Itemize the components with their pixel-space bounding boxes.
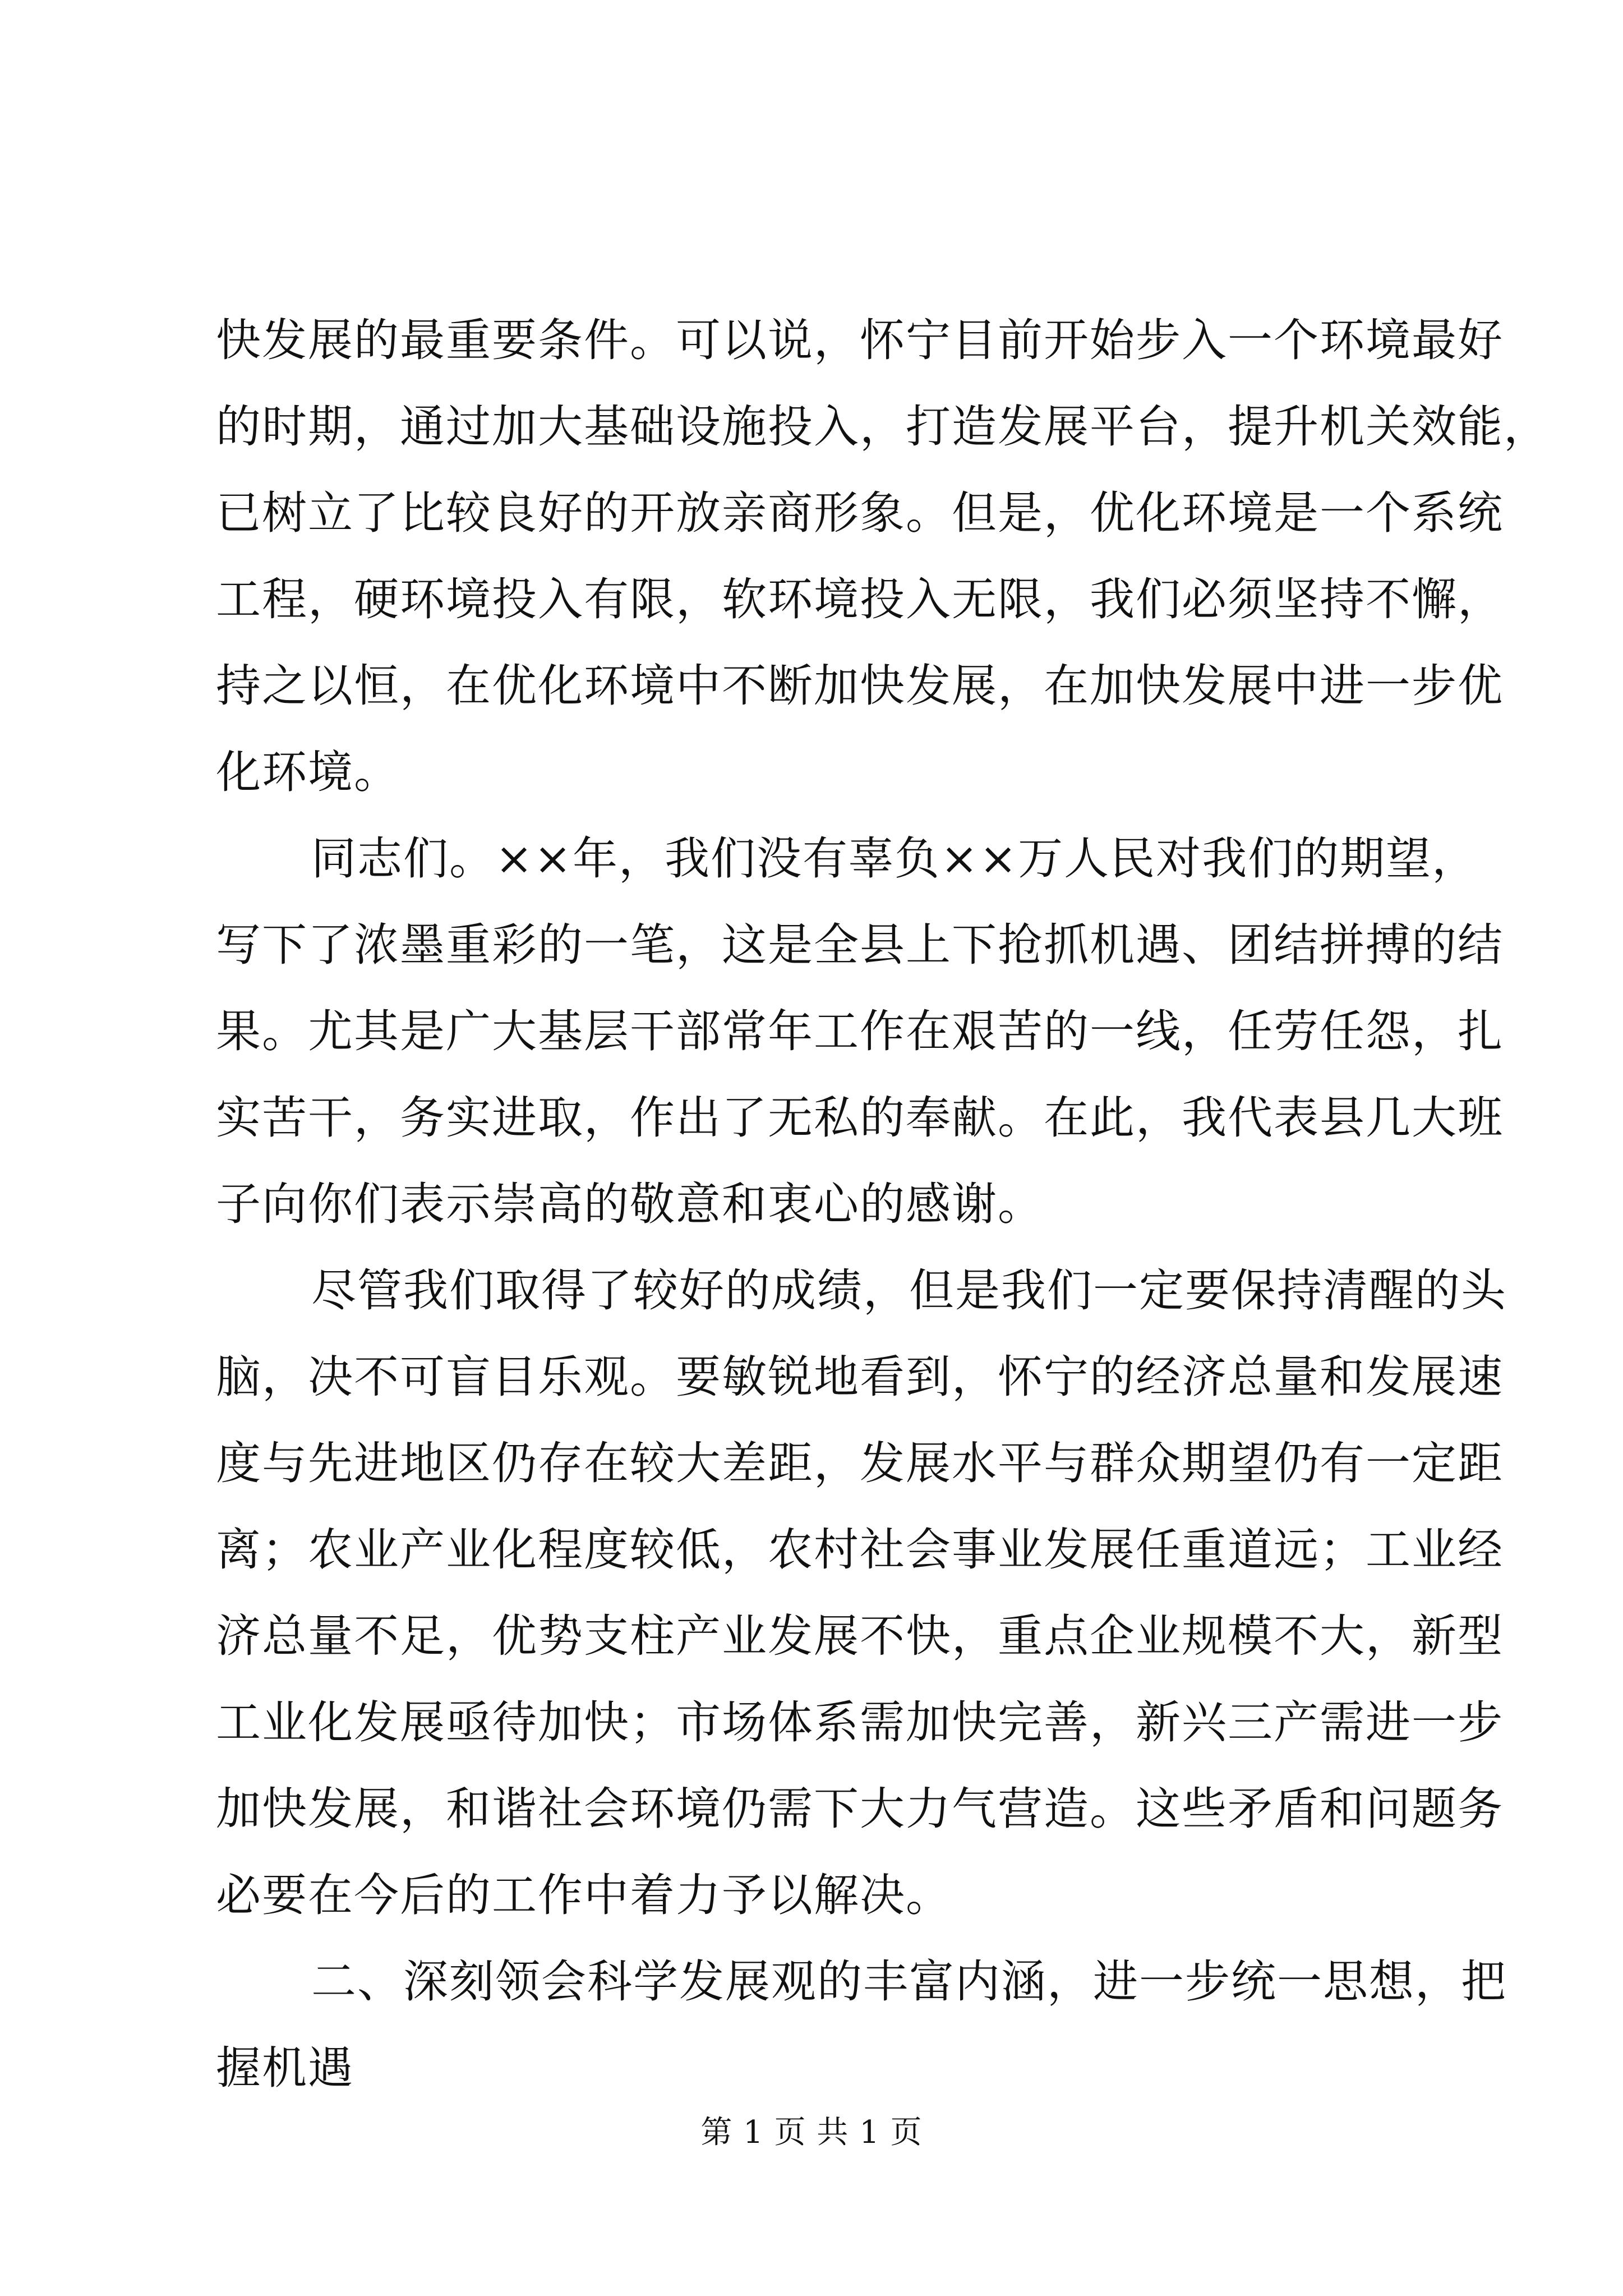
text-line: 持之以恒，在优化环境中不断加快发展，在加快发展中进一步优 [216,660,1504,712]
paragraph-first-line: 尽管我们取得了较好的成绩，但是我们一定要保持清醒的头 [311,1264,1507,1317]
text-line: 写下了浓墨重彩的一笔，这是全县上下抢抓机遇、团结拼搏的结 [216,919,1504,971]
text-line: 工业化发展亟待加快；市场体系需加快完善，新兴三产需进一步 [216,1696,1504,1749]
text-line: 工程，硬环境投入有限，软环境投入无限，我们必须坚持不懈， [216,573,1504,625]
text-line: 果。尤其是广大基层干部常年工作在艰苦的一线，任劳任怨，扎 [216,1005,1504,1057]
text-line: 加快发展，和谐社会环境仍需下大力气营造。这些矛盾和问题务 [216,1783,1504,1835]
document-body [216,297,1550,2111]
text-line: 子向你们表示崇高的敬意和衷心的感谢。 [216,1178,1044,1230]
text-line: 度与先进地区仍存在较大差距，发展水平与群众期望仍有一定距 [216,1437,1504,1489]
text-line: 济总量不足，优势支柱产业发展不快，重点企业规模不大，新型 [216,1610,1504,1662]
text-line: 已树立了比较良好的开放亲商形象。但是，优化环境是一个系统 [216,487,1504,539]
section-heading-line: 二、深刻领会科学发展观的丰富内涵，进一步统一思想，把 [311,1955,1507,2008]
page-number-footer: 第 1 页 共 1 页 [700,2114,923,2151]
section-heading-line: 握机遇 [216,2042,354,2094]
text-line: 必要在今后的工作中着力予以解决。 [216,1869,952,1921]
text-line: 快发展的最重要条件。可以说，怀宁目前开始步入一个环境最好 [216,314,1504,366]
text-line: 化环境。 [216,746,400,798]
text-line: 实苦干，务实进取，作出了无私的奉献。在此，我代表县几大班 [216,1092,1504,1144]
text-line: 的时期，通过加大基础设施投入，打造发展平台，提升机关效能， [216,401,1550,453]
text-line: 离；农业产业化程度较低，农村社会事业发展任重道远；工业经 [216,1524,1504,1576]
paragraph-first-line: 同志们。××年，我们没有辜负××万人民对我们的期望， [311,832,1478,885]
text-line: 脑，决不可盲目乐观。要敏锐地看到，怀宁的经济总量和发展速 [216,1351,1504,1403]
